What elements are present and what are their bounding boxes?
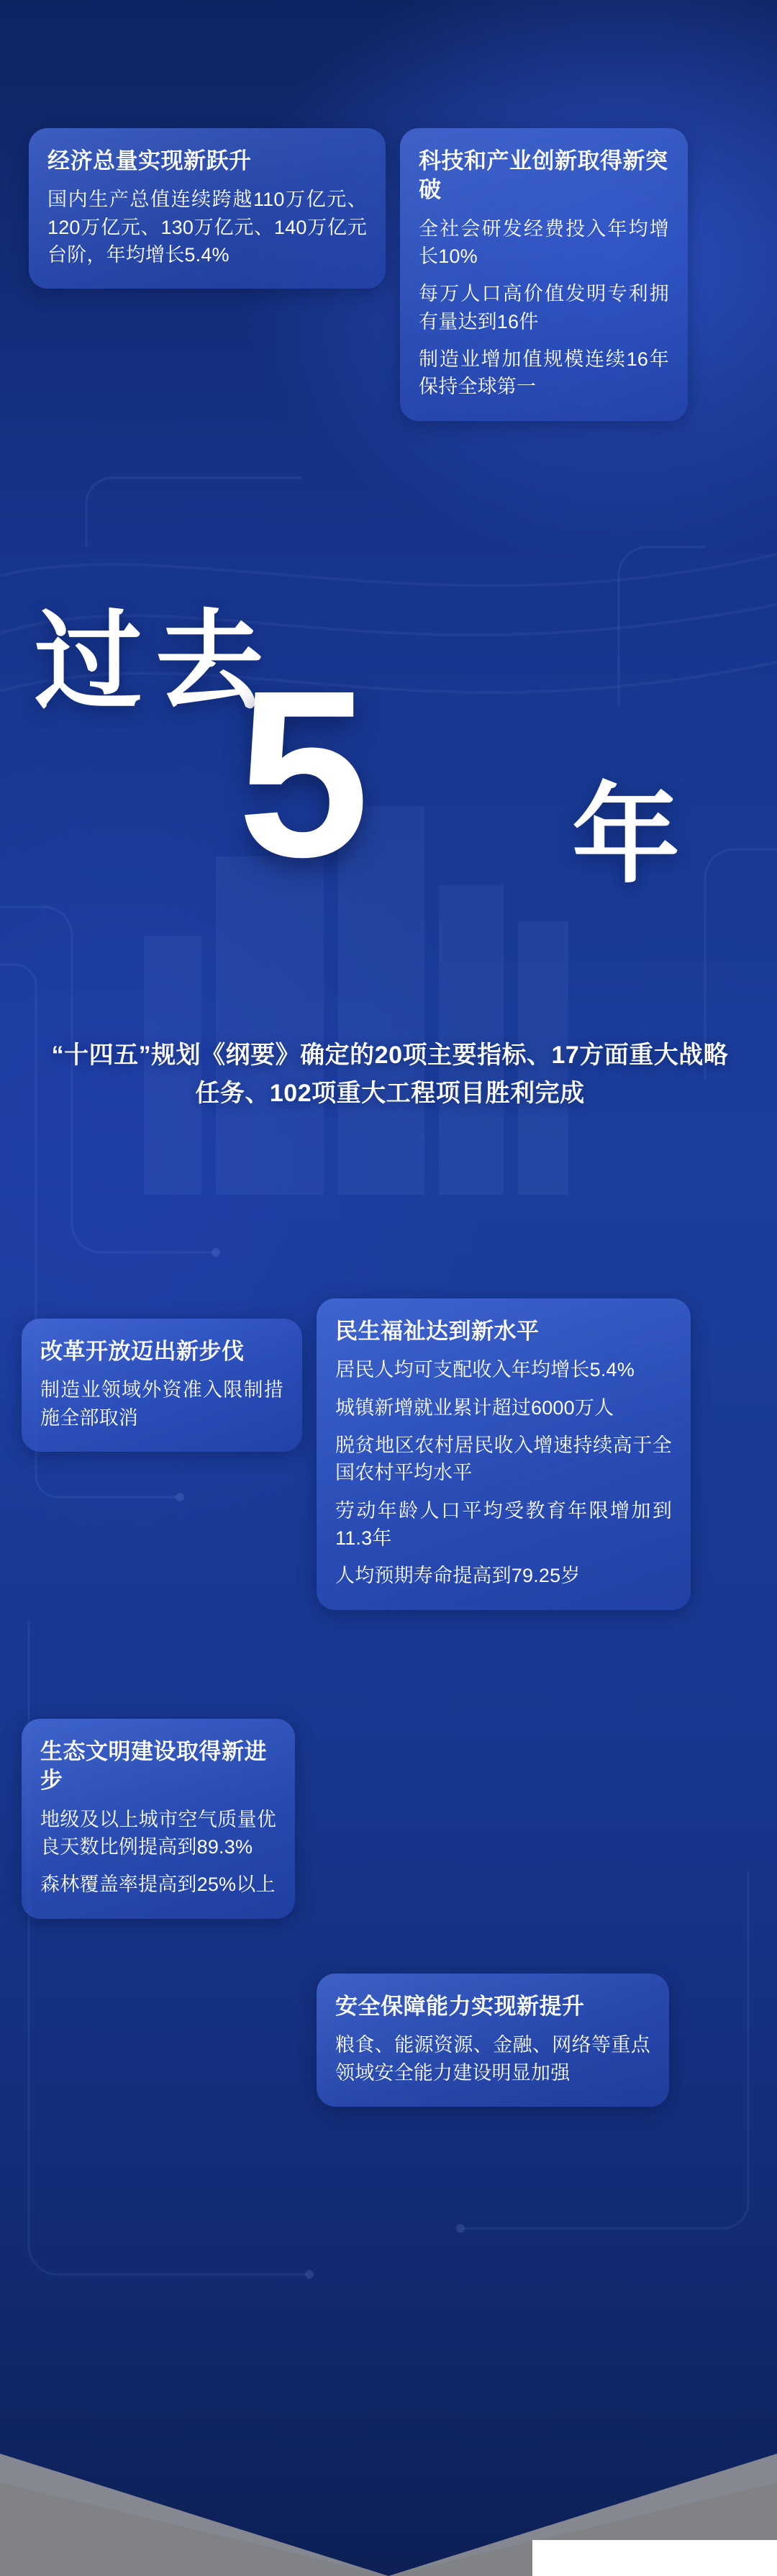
card-ecology	[22, 1719, 295, 1919]
card-technology-title: 科技和产业创新取得新突破	[419, 148, 668, 203]
card-wellbeing-item: 城镇新增就业累计超过6000万人	[335, 1396, 614, 1419]
card-economy-item: 国内生产总值连续跨越110万亿元、120万亿元、130万亿元、140万亿元台阶，年均增长5.4%	[47, 189, 367, 266]
card-wellbeing-title: 民生福祉达到新水平	[335, 1319, 540, 1344]
card-technology-item: 全社会研发经费投入年均增长10%	[419, 217, 669, 267]
headline-block	[0, 597, 777, 957]
card-wellbeing	[317, 1298, 691, 1610]
card-economy-title: 经济总量实现新跃升	[47, 148, 252, 173]
card-security-item: 粮食、能源资源、金融、网络等重点领域安全能力建设明显加强	[335, 2034, 650, 2084]
card-ecology-title: 生态文明建设取得新进步	[40, 1739, 267, 1794]
headline-past: 过去	[35, 601, 277, 722]
card-technology-item: 制造业增加值规模连续16年保持全球第一	[419, 348, 669, 398]
headline-number-five: 5	[237, 641, 370, 906]
card-wellbeing-item: 人均预期寿命提高到79.25岁	[335, 1565, 581, 1587]
card-wellbeing-item: 劳动年龄人口平均受教育年限增加到11.3年	[335, 1499, 672, 1549]
card-security-title: 安全保障能力实现新提升	[335, 1994, 585, 2019]
card-economy	[29, 128, 386, 289]
headline-year: 年	[572, 774, 681, 895]
card-wellbeing-item: 居民人均可支配收入年均增长5.4%	[335, 1359, 635, 1381]
card-reform-title: 改革开放迈出新步伐	[40, 1339, 245, 1364]
card-technology	[400, 128, 688, 421]
card-reform-item: 制造业领域外资准入限制措施全部取消	[40, 1379, 283, 1429]
card-ecology-item: 森林覆盖率提高到25%以上	[40, 1874, 276, 1896]
central-statement: “十四五”规划《纲要》确定的20项主要指标、17方面重大战略任务、102项重大工程项目胜利完成	[51, 1041, 729, 1107]
card-technology-item: 每万人口高价值发明专利拥有量达到16件	[419, 283, 669, 333]
card-ecology-item: 地级及以上城市空气质量优良天数比例提高到89.3%	[40, 1808, 276, 1858]
card-security	[317, 1974, 669, 2107]
card-reform	[22, 1319, 302, 1452]
bottom-wedge-decoration	[0, 2389, 777, 2576]
card-wellbeing-item: 脱贫地区农村居民收入增速持续高于全国农村平均水平	[335, 1434, 672, 1484]
